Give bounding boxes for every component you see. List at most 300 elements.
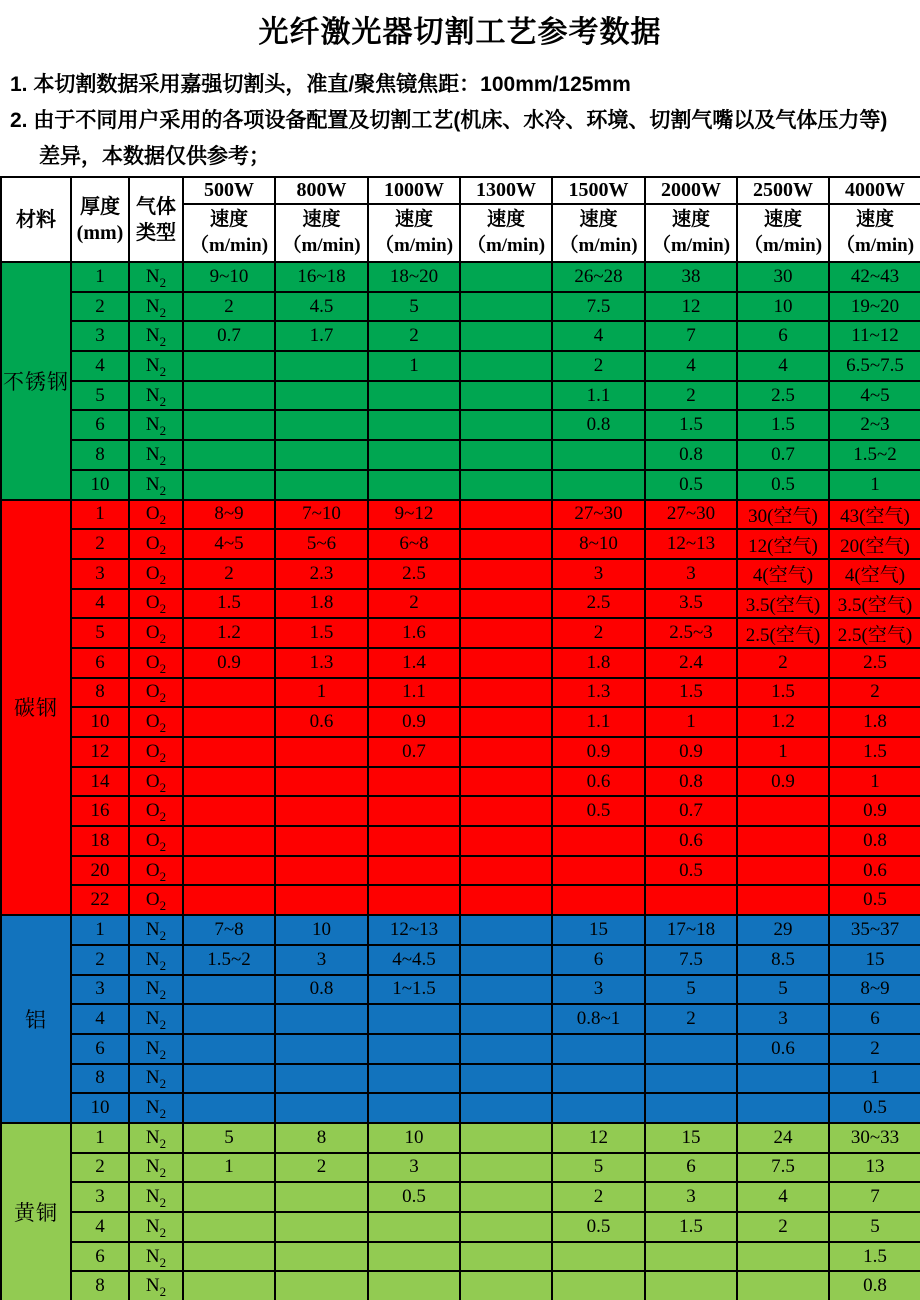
speed-value-cell: [460, 945, 552, 975]
speed-unit: （m/min): [743, 235, 823, 256]
speed-value-cell: [460, 589, 552, 619]
gas-type-cell: [129, 1212, 183, 1242]
speed-value-cell: 1.3: [275, 648, 368, 678]
gas-subscript: 2: [159, 1254, 167, 1270]
speed-value-cell: 3.5: [645, 589, 737, 619]
speed-value-cell: [183, 678, 275, 708]
speed-value-cell: [368, 856, 460, 886]
speed-value-cell: 3: [552, 975, 645, 1005]
speed-value-cell: [368, 470, 460, 500]
speed-value-cell: [183, 767, 275, 797]
speed-value-cell: 7.5: [645, 945, 737, 975]
speed-value-cell: [275, 470, 368, 500]
header-power-1300w: 1300W: [460, 177, 552, 204]
speed-value-cell: [275, 1093, 368, 1123]
speed-value-cell: [460, 1004, 552, 1034]
thickness-cell: 16: [71, 796, 129, 826]
header-gas-line2: 类型: [136, 221, 176, 244]
thickness-cell: 8: [71, 678, 129, 708]
speed-value-cell: [460, 678, 552, 708]
speed-value-cell: 2.5(空气): [737, 618, 829, 648]
speed-value-cell: 1.8: [275, 589, 368, 619]
speed-value-cell: 30: [737, 262, 829, 292]
table-row: [1, 410, 920, 440]
speed-value-cell: [183, 381, 275, 411]
gas-type-cell: [129, 707, 183, 737]
speed-value-cell: [552, 470, 645, 500]
speed-value-cell: 15: [552, 915, 645, 945]
speed-value-cell: 1: [275, 678, 368, 708]
note-2: 2. 由于不同用户采用的各项设备配置及切割工艺(机床、水冷、环境、切割气嘴以及气体压力等)差异，本数据仅供参考；: [10, 109, 888, 168]
gas-type-cell: [129, 500, 183, 530]
gas-type-cell: [129, 1242, 183, 1272]
thickness-cell: 5: [71, 618, 129, 648]
speed-value-cell: [552, 826, 645, 856]
gas-subscript: 2: [159, 1284, 167, 1300]
speed-value-cell: [275, 410, 368, 440]
speed-value-cell: [460, 262, 552, 292]
speed-label: 速度: [209, 209, 248, 230]
table-row: [1, 559, 920, 589]
gas-type-cell: [129, 945, 183, 975]
speed-value-cell: 0.8: [552, 410, 645, 440]
gas-symbol: O: [145, 770, 160, 792]
gas-symbol: N: [145, 1186, 160, 1208]
speed-value-cell: [460, 1093, 552, 1123]
header-power-500w: 500W: [183, 177, 275, 204]
thickness-cell: 10: [71, 707, 129, 737]
gas-type-cell: [129, 589, 183, 619]
speed-value-cell: [275, 767, 368, 797]
speed-value-cell: [460, 351, 552, 381]
speed-value-cell: [275, 737, 368, 767]
gas-type-cell: [129, 559, 183, 589]
speed-value-cell: 0.6: [645, 826, 737, 856]
speed-value-cell: 0.5: [645, 856, 737, 886]
speed-value-cell: 1.6: [368, 618, 460, 648]
speed-value-cell: [460, 1182, 552, 1212]
speed-value-cell: [737, 1093, 829, 1123]
speed-value-cell: [460, 292, 552, 322]
speed-value-cell: [737, 856, 829, 886]
speed-value-cell: 5: [552, 1153, 645, 1183]
speed-value-cell: [183, 1242, 275, 1272]
speed-value-cell: 6: [552, 945, 645, 975]
header-gas-type: [129, 177, 183, 262]
speed-value-cell: 4~5: [829, 381, 920, 411]
gas-subscript: 2: [159, 690, 167, 706]
speed-value-cell: 3: [552, 559, 645, 589]
speed-value-cell: 1.5~2: [829, 440, 920, 470]
speed-value-cell: [460, 737, 552, 767]
speed-value-cell: [460, 826, 552, 856]
speed-value-cell: [552, 1064, 645, 1094]
speed-unit: （m/min): [559, 235, 638, 256]
gas-type-cell: [129, 975, 183, 1005]
speed-value-cell: 0.6: [552, 767, 645, 797]
speed-value-cell: 1.7: [275, 321, 368, 351]
speed-value-cell: [460, 856, 552, 886]
gas-symbol: N: [145, 1215, 160, 1237]
header-speed-4000w: [829, 204, 920, 262]
speed-value-cell: 0.9: [737, 767, 829, 797]
speed-value-cell: [368, 1242, 460, 1272]
table-row: [1, 470, 920, 500]
speed-label: 速度: [855, 209, 894, 230]
speed-value-cell: 2.4: [645, 648, 737, 678]
gas-subscript: 2: [159, 630, 167, 646]
speed-value-cell: 7~8: [183, 915, 275, 945]
thickness-cell: 12: [71, 737, 129, 767]
speed-value-cell: [460, 796, 552, 826]
speed-value-cell: 2.5: [552, 589, 645, 619]
gas-symbol: N: [145, 265, 160, 287]
table-row: [1, 1153, 920, 1183]
speed-value-cell: 27~30: [552, 500, 645, 530]
material-cell: 黄铜: [1, 1123, 71, 1300]
speed-value-cell: [460, 707, 552, 737]
speed-value-cell: [275, 796, 368, 826]
table-row: [1, 1271, 920, 1300]
speed-value-cell: [183, 1064, 275, 1094]
speed-label: 速度: [671, 209, 710, 230]
speed-value-cell: 2.5~3: [645, 618, 737, 648]
speed-value-cell: [183, 1004, 275, 1034]
gas-symbol: O: [145, 740, 160, 762]
speed-value-cell: 2: [552, 618, 645, 648]
speed-value-cell: 0.5: [645, 470, 737, 500]
speed-value-cell: 8~9: [183, 500, 275, 530]
speed-value-cell: [183, 826, 275, 856]
thickness-cell: 4: [71, 1212, 129, 1242]
speed-value-cell: 9~12: [368, 500, 460, 530]
table-row: [1, 1242, 920, 1272]
speed-value-cell: 0.5: [552, 1212, 645, 1242]
speed-value-cell: 3.5(空气): [829, 589, 920, 619]
gas-type-cell: [129, 1004, 183, 1034]
speed-value-cell: [183, 1034, 275, 1064]
speed-value-cell: 16~18: [275, 262, 368, 292]
speed-unit: （m/min): [466, 235, 546, 256]
speed-value-cell: [460, 321, 552, 351]
gas-type-cell: [129, 1123, 183, 1153]
speed-value-cell: 17~18: [645, 915, 737, 945]
speed-value-cell: 24: [737, 1123, 829, 1153]
table-row: [1, 440, 920, 470]
speed-value-cell: 2.5: [368, 559, 460, 589]
gas-type-cell: [129, 529, 183, 559]
speed-value-cell: [368, 440, 460, 470]
speed-value-cell: [275, 1212, 368, 1242]
speed-value-cell: 6: [829, 1004, 920, 1034]
speed-value-cell: 8~10: [552, 529, 645, 559]
thickness-cell: 4: [71, 589, 129, 619]
speed-value-cell: 5: [737, 975, 829, 1005]
gas-symbol: N: [145, 1126, 160, 1148]
table-row: [1, 262, 920, 292]
speed-value-cell: 12: [552, 1123, 645, 1153]
thickness-cell: 5: [71, 381, 129, 411]
speed-value-cell: [183, 975, 275, 1005]
speed-value-cell: [275, 1271, 368, 1300]
gas-symbol: N: [145, 1245, 160, 1267]
speed-value-cell: 8~9: [829, 975, 920, 1005]
thickness-cell: 3: [71, 321, 129, 351]
gas-subscript: 2: [159, 482, 167, 498]
speed-value-cell: [183, 1093, 275, 1123]
speed-value-cell: 1: [829, 767, 920, 797]
gas-subscript: 2: [159, 1076, 167, 1092]
thickness-cell: 6: [71, 648, 129, 678]
table-row: [1, 826, 920, 856]
speed-value-cell: [275, 826, 368, 856]
speed-value-cell: [460, 975, 552, 1005]
speed-value-cell: 1.5: [645, 1212, 737, 1242]
table-row: [1, 885, 920, 915]
gas-subscript: 2: [159, 1046, 167, 1062]
table-row: [1, 856, 920, 886]
gas-symbol: N: [145, 473, 160, 495]
thickness-cell: 6: [71, 410, 129, 440]
speed-value-cell: 0.9: [645, 737, 737, 767]
speed-value-cell: 2~3: [829, 410, 920, 440]
speed-value-cell: [460, 559, 552, 589]
gas-type-cell: [129, 678, 183, 708]
speed-value-cell: [368, 767, 460, 797]
speed-value-cell: [368, 826, 460, 856]
speed-value-cell: [368, 1034, 460, 1064]
speed-value-cell: [183, 410, 275, 440]
thickness-cell: 1: [71, 262, 129, 292]
gas-symbol: N: [145, 1156, 160, 1178]
speed-value-cell: 1.5: [737, 410, 829, 440]
speed-value-cell: 2: [552, 351, 645, 381]
gas-symbol: O: [145, 592, 160, 614]
gas-symbol: O: [145, 889, 160, 911]
speed-value-cell: [275, 381, 368, 411]
speed-value-cell: 1~1.5: [368, 975, 460, 1005]
speed-value-cell: 15: [645, 1123, 737, 1153]
speed-value-cell: [460, 1064, 552, 1094]
speed-value-cell: 2.5(空气): [829, 618, 920, 648]
thickness-cell: 2: [71, 529, 129, 559]
speed-value-cell: 1.5: [829, 737, 920, 767]
speed-value-cell: [183, 440, 275, 470]
gas-subscript: 2: [159, 393, 167, 409]
gas-type-cell: [129, 440, 183, 470]
gas-type-cell: [129, 796, 183, 826]
gas-subscript: 2: [159, 571, 167, 587]
speed-value-cell: 2: [183, 559, 275, 589]
speed-value-cell: 2: [737, 1212, 829, 1242]
speed-unit: （m/min): [651, 235, 731, 256]
table-row: [1, 1004, 920, 1034]
gas-symbol: N: [145, 295, 160, 317]
gas-symbol: N: [145, 1067, 160, 1089]
gas-symbol: O: [145, 562, 160, 584]
notes-block: [0, 67, 920, 175]
header-speed-1300w: [460, 204, 552, 262]
gas-type-cell: [129, 737, 183, 767]
speed-value-cell: 0.7: [183, 321, 275, 351]
header-thickness-line2: (mm): [76, 221, 124, 244]
gas-type-cell: [129, 856, 183, 886]
speed-value-cell: 12~13: [645, 529, 737, 559]
speed-value-cell: 1.1: [552, 381, 645, 411]
speed-value-cell: [183, 885, 275, 915]
gas-symbol: O: [145, 503, 160, 525]
gas-subscript: 2: [159, 898, 167, 914]
speed-value-cell: [552, 440, 645, 470]
gas-type-cell: [129, 262, 183, 292]
speed-value-cell: 0.7: [737, 440, 829, 470]
gas-symbol: N: [145, 1097, 160, 1119]
gas-symbol: N: [145, 1008, 160, 1030]
speed-value-cell: 1.3: [552, 678, 645, 708]
gas-subscript: 2: [159, 452, 167, 468]
speed-value-cell: 6.5~7.5: [829, 351, 920, 381]
gas-subscript: 2: [159, 334, 167, 350]
speed-value-cell: [275, 1182, 368, 1212]
thickness-cell: 10: [71, 470, 129, 500]
speed-value-cell: 1.4: [368, 648, 460, 678]
speed-value-cell: [460, 767, 552, 797]
header-speed-500w: [183, 204, 275, 262]
table-row: [1, 915, 920, 945]
gas-type-cell: [129, 1064, 183, 1094]
gas-subscript: 2: [159, 1016, 167, 1032]
speed-unit: （m/min): [282, 235, 361, 256]
gas-symbol: N: [145, 384, 160, 406]
speed-value-cell: 0.6: [275, 707, 368, 737]
speed-value-cell: [460, 1123, 552, 1153]
thickness-cell: 1: [71, 1123, 129, 1153]
speed-value-cell: [183, 1212, 275, 1242]
thickness-cell: 6: [71, 1242, 129, 1272]
speed-value-cell: 2.3: [275, 559, 368, 589]
speed-value-cell: 12(空气): [737, 529, 829, 559]
speed-value-cell: [275, 1004, 368, 1034]
speed-value-cell: 7.5: [737, 1153, 829, 1183]
table-row: [1, 1182, 920, 1212]
table-row: [1, 618, 920, 648]
speed-value-cell: [737, 1064, 829, 1094]
gas-symbol: N: [145, 1275, 160, 1297]
speed-value-cell: 6: [737, 321, 829, 351]
speed-value-cell: 2: [552, 1182, 645, 1212]
speed-value-cell: 1.5: [183, 589, 275, 619]
gas-subscript: 2: [159, 868, 167, 884]
speed-value-cell: [460, 410, 552, 440]
thickness-cell: 2: [71, 1153, 129, 1183]
speed-value-cell: 0.5: [829, 1093, 920, 1123]
speed-value-cell: [737, 1242, 829, 1272]
thickness-cell: 4: [71, 351, 129, 381]
gas-type-cell: [129, 1093, 183, 1123]
gas-subscript: 2: [159, 541, 167, 557]
speed-unit: （m/min): [189, 235, 269, 256]
speed-value-cell: 4~4.5: [368, 945, 460, 975]
speed-value-cell: 1: [645, 707, 737, 737]
speed-value-cell: [183, 707, 275, 737]
speed-value-cell: 4(空气): [829, 559, 920, 589]
gas-subscript: 2: [159, 304, 167, 320]
gas-type-cell: [129, 1034, 183, 1064]
speed-value-cell: [275, 856, 368, 886]
speed-value-cell: [460, 1242, 552, 1272]
speed-value-cell: [645, 1271, 737, 1300]
speed-label: 速度: [302, 209, 341, 230]
gas-type-cell: [129, 1153, 183, 1183]
speed-value-cell: 10: [275, 915, 368, 945]
table-row: [1, 1212, 920, 1242]
table-row: [1, 737, 920, 767]
gas-type-cell: [129, 321, 183, 351]
speed-value-cell: 0.9: [829, 796, 920, 826]
speed-value-cell: [275, 885, 368, 915]
table-row: [1, 796, 920, 826]
speed-value-cell: 4.5: [275, 292, 368, 322]
speed-value-cell: 1: [829, 470, 920, 500]
header-thickness: [71, 177, 129, 262]
speed-value-cell: 20(空气): [829, 529, 920, 559]
speed-value-cell: [275, 1034, 368, 1064]
table-row: [1, 351, 920, 381]
header-speed-1500w: [552, 204, 645, 262]
speed-value-cell: 0.8: [645, 767, 737, 797]
thickness-cell: 3: [71, 975, 129, 1005]
thickness-cell: 8: [71, 1064, 129, 1094]
speed-value-cell: 12: [645, 292, 737, 322]
gas-type-cell: [129, 767, 183, 797]
speed-value-cell: [645, 885, 737, 915]
speed-value-cell: [460, 648, 552, 678]
speed-value-cell: 0.5: [737, 470, 829, 500]
speed-value-cell: [737, 1271, 829, 1300]
thickness-cell: 18: [71, 826, 129, 856]
speed-value-cell: [368, 1093, 460, 1123]
speed-value-cell: 1.5: [645, 678, 737, 708]
gas-symbol: N: [145, 1037, 160, 1059]
speed-value-cell: 27~30: [645, 500, 737, 530]
speed-value-cell: 1.5: [275, 618, 368, 648]
gas-symbol: N: [145, 948, 160, 970]
gas-subscript: 2: [159, 957, 167, 973]
gas-type-cell: [129, 885, 183, 915]
speed-value-cell: 43(空气): [829, 500, 920, 530]
gas-subscript: 2: [159, 423, 167, 439]
gas-symbol: O: [145, 800, 160, 822]
speed-value-cell: [460, 1212, 552, 1242]
speed-value-cell: 0.8~1: [552, 1004, 645, 1034]
header-gas-line1: 气体: [136, 195, 176, 218]
thickness-cell: 3: [71, 1182, 129, 1212]
speed-value-cell: [183, 1182, 275, 1212]
speed-unit: （m/min): [835, 235, 915, 256]
speed-value-cell: [552, 856, 645, 886]
gas-symbol: O: [145, 859, 160, 881]
speed-value-cell: 5: [645, 975, 737, 1005]
speed-value-cell: [368, 1271, 460, 1300]
table-row: [1, 707, 920, 737]
speed-value-cell: 1.2: [183, 618, 275, 648]
speed-value-cell: 8.5: [737, 945, 829, 975]
thickness-cell: 2: [71, 945, 129, 975]
speed-value-cell: 1.5~2: [183, 945, 275, 975]
header-power-1000w: 1000W: [368, 177, 460, 204]
gas-subscript: 2: [159, 838, 167, 854]
thickness-cell: 8: [71, 1271, 129, 1300]
